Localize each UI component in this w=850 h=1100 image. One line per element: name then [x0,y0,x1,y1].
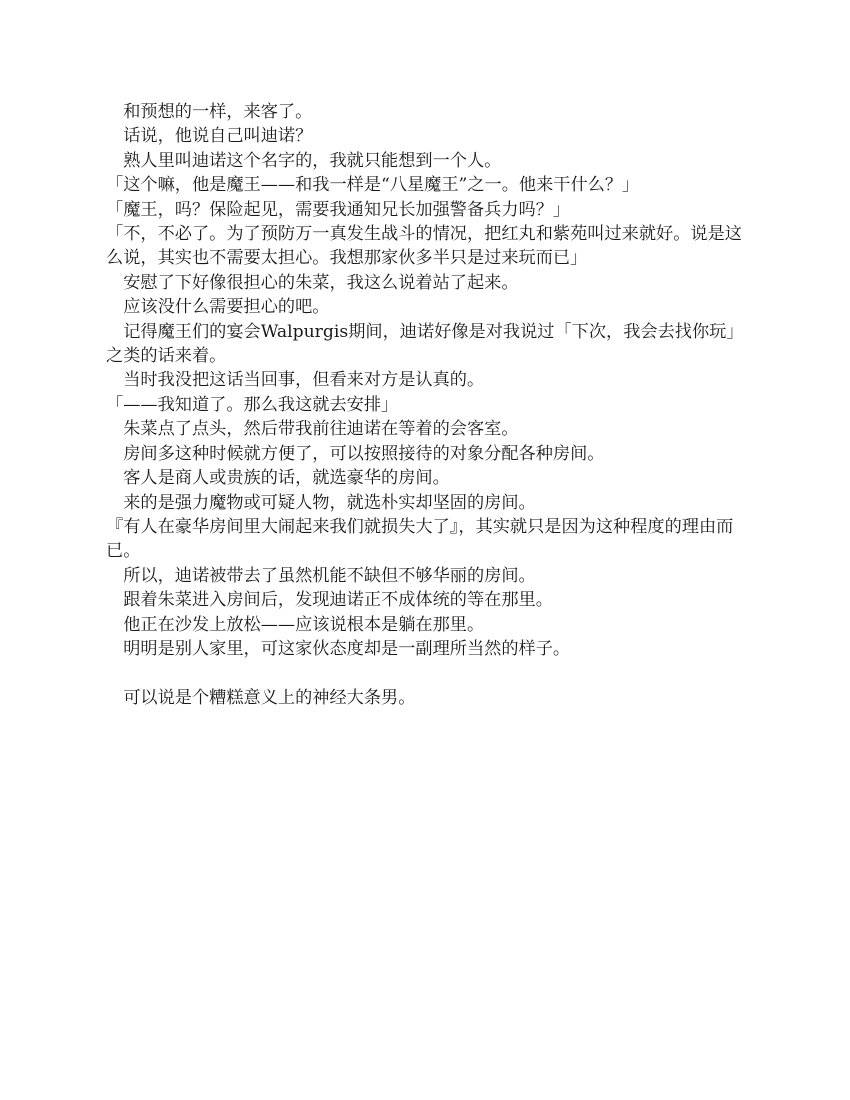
paragraph: 房间多这种时候就方便了，可以按照接待的对象分配各种房间。 [106,443,605,464]
paragraph: 客人是商人或贵族的话，就选豪华的房间。 [106,468,450,489]
paragraph: 熟人里叫迪诺这个名字的，我就只能想到一个人。 [106,150,502,171]
paragraph: 话说，他说自己叫迪诺？ [106,126,313,147]
paragraph: 安慰了下好像很担心的朱菜，我这么说着站了起来。 [106,272,519,293]
paragraph: 当时我没把这话当回事，但看来对方是认真的。 [106,370,485,391]
paragraph: 应该没什么需要担心的吧。 [106,297,330,318]
paragraph: 『有人在豪华房间里大闹起来我们就损失大了』，其实就只是因为这种程度的理由而已。 [106,516,734,562]
blank-line [106,661,750,685]
paragraph: 来的是强力魔物或可疑人物，就选朴实却坚固的房间。 [106,492,536,513]
paragraph: 记得魔王们的宴会Walpurgis期间，迪诺好像是对我说过「下次，我会去找你玩」之类的话来着。 [106,321,744,367]
paragraph: 和预想的一样，来客了。 [106,102,313,122]
text-body [106,100,750,710]
paragraph: 可以说是个糟糕意义上的神经大条男。 [106,687,416,708]
paragraph: 朱菜点了点头，然后带我前往迪诺在等着的会客室。 [106,419,519,440]
paragraph: 跟着朱菜进入房间后，发现迪诺正不成体统的等在那里。 [106,590,553,611]
paragraph: 「不，不必了。为了预防万一真发生战斗的情况，把红丸和紫苑叫过来就好。说是这么说，其实也不需要太担心。我想那家伙多半只是过来玩而已」 [106,224,742,269]
paragraph: 他正在沙发上放松——应该说根本是躺在那里。 [106,614,485,635]
paragraph: 「——我知道了。那么我这就去安排」 [106,394,399,415]
paragraph: 所以，迪诺被带去了虽然机能不缺但不够华丽的房间。 [106,565,536,586]
paragraph: 明明是别人家里，可这家伙态度却是一副理所当然的样子。 [106,638,571,659]
paragraph: 「这个嘛，他是魔王——和我一样是“八星魔王”之一。他来干什么？」 [106,175,640,196]
paragraph: 「魔王，吗？保险起见，需要我通知兄长加强警备兵力吗？」 [106,199,571,220]
